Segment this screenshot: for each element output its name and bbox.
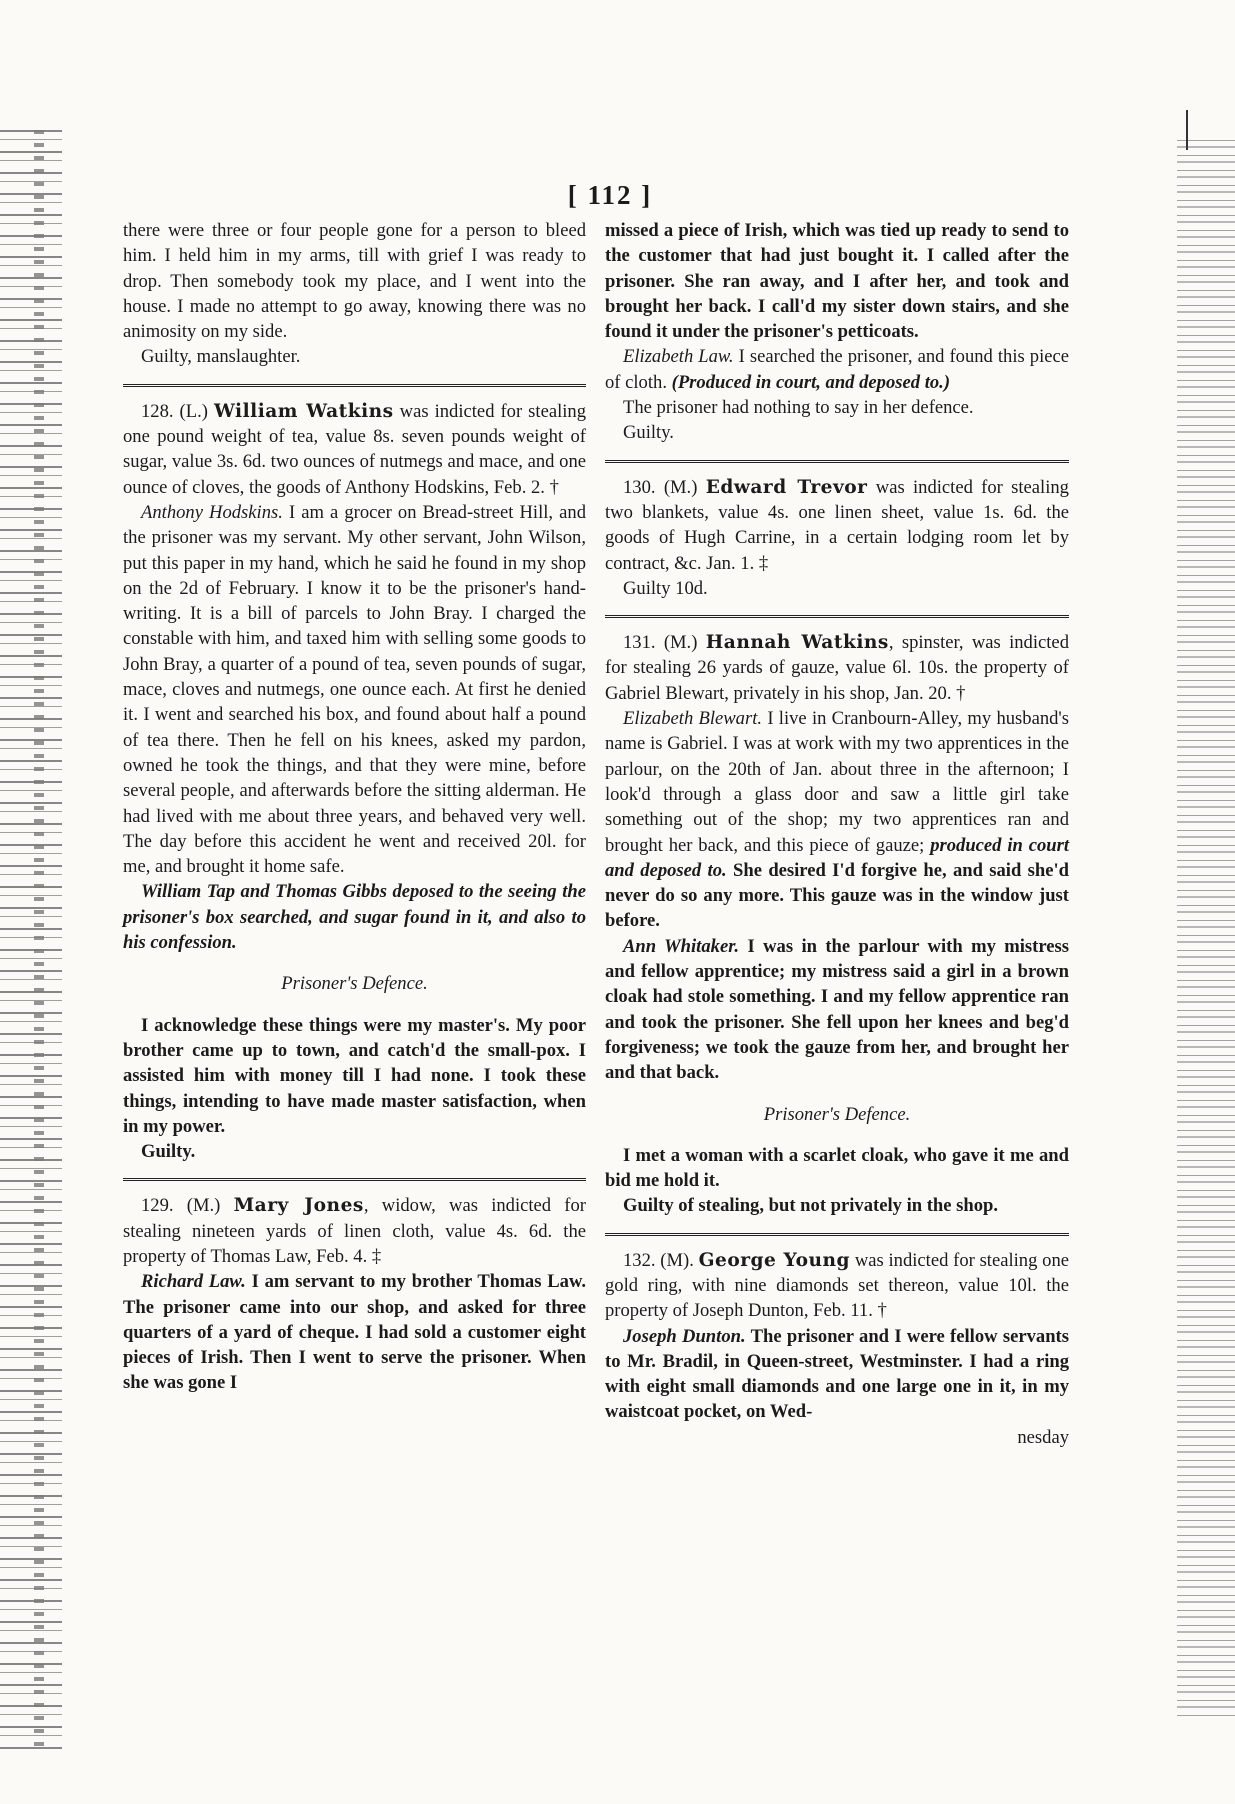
testimony-text: I am servant to my brother Thomas Law. The prisoner came into our shop, and asked for three quarters of a yard of cheque. I had sold a customer eight pieces of Irish. Then I went to serve the prisoner. When she was gone I [123, 1271, 586, 1394]
case-127-verdict: Guilty, manslaughter. [141, 346, 301, 368]
witness-name: Joseph Dunton. [623, 1325, 746, 1347]
case-129-entry [123, 1193, 586, 1269]
testimony-text: She desired I'd forgive he, and said she'd never do so any more. This gauze was in the window just before. [605, 859, 1069, 932]
witness-name: Ann Whitaker. [623, 935, 740, 957]
case-128-defence-heading: Prisoner's Defence. [281, 973, 428, 995]
produced-note: produced in court and deposed to. [605, 834, 1070, 881]
case-128-testimony [123, 500, 586, 879]
testimony-text: I was in the parlour with my mistress and fellow apprentice; my mistress said a girl in a brown cloak had stole something. I and my fellow apprentice ran and took the prisoner. She fell upon her knees and beg'd forgiveness; we took the gauze from her, and brought her and that back. [605, 935, 1069, 1084]
case-131-defence: I met a woman with a scarlet cloak, who gave it me and bid me hold it. [605, 1144, 1069, 1192]
case-127-body: there were three or four people gone for a person to bleed him. I held him in my arms, till with grief I was ready to drop. Then somebody took my place, and I went into the house. I made no attempt to go away, knowing there was no animosity on my side. [123, 220, 586, 343]
case-132-charge: was indicted for stealing one gold ring, with nine diamonds set thereon, value 10l. the property of Joseph Dunton, Feb. 11. † [605, 1249, 1069, 1322]
testimony-text: The prisoner and I were fellow servants to Mr. Bradil, in Queen-street, Westminster. I had a ring with eight small diamonds and one large one in it, in my waistcoat pocket, on Wed- [605, 1325, 1069, 1423]
case-128-defence: I acknowledge these things were my master's. My poor brother came up to town, and catch'd the small-pox. I assisted him with money till I had none. I took these things, intending to have made master satisfaction, when in my power. [123, 1014, 586, 1137]
case-131-number: 131. (M.) [623, 632, 698, 654]
produced-note: (Produced in court, and deposed to.) [671, 371, 951, 393]
right-column [605, 218, 1069, 1450]
left-column [123, 218, 586, 1396]
case-129-testimony-2 [605, 344, 1069, 395]
case-divider [605, 1233, 1069, 1236]
witness-name: Anthony Hodskins. [141, 501, 283, 523]
corner-mark [1186, 110, 1188, 150]
case-129-testimony [123, 1269, 586, 1395]
witness-name: Richard Law. [141, 1271, 246, 1293]
case-130-charge: was indicted for stealing two blankets, value 4s. one linen sheet, value 1s. 6d. the goods of Hugh Carrine, in a certain lodging room let by contract, &c. Jan. 1. ‡ [605, 476, 1069, 574]
case-129-continued: missed a piece of Irish, which was tied up ready to send to the customer that had just bought it. I called after the prisoner. She ran away, and I after her, and took and brought her back. I call'd my sister down stairs, and she found it under the prisoner's petticoats. [605, 220, 1069, 343]
right-scan-edge [1177, 140, 1235, 1720]
witness-name: Elizabeth Law. [623, 346, 734, 368]
case-131-testimony-2 [605, 934, 1069, 1086]
testimony-text: I am a grocer on Bread-street Hill, and the prisoner was my servant. My other servant, John Wilson, put this paper in my hand, which he said he found in my shop on the 2d of February. I know it to be the prisoner's hand-writing. It is a bill of parcels to John Bray. I charged the constable with him, and taxed him with selling some goods to John Bray, a quarter of a pound of tea, seven pounds of sugar, mace, cloves and nutmegs, one ounce each. At first he denied it. I went and searched his box, and found about half a pound of tea there. Then he fell on his knees, asked my pardon, owned he took the things, and that they were mine, before several people, and afterwards before the sitting alderman. He had lived with me about three years, and behaved very well. The day before this accident he went and received 20l. for me, and brought it home safe. [123, 501, 586, 878]
case-divider [605, 615, 1069, 618]
left-scan-edge [0, 130, 62, 1750]
case-128-number: 128. (L.) [141, 400, 208, 422]
case-divider [123, 1178, 586, 1181]
case-130-number: 130. (M.) [623, 476, 698, 498]
case-130-defendant: Edward Trevor [705, 476, 868, 498]
catchword: nesday [1017, 1426, 1069, 1448]
case-128-charge: was indicted for stealing one pound weight of tea, value 8s. seven pounds weight of sugar, value 3s. 6d. two ounces of nutmegs and mace, and one ounce of cloves, the goods of Anthony Hodskins, Feb. 2. † [123, 400, 587, 498]
case-128-deposed: William Tap and Thomas Gibbs deposed to the seeing the prisoner's box searched, and sugar found in it, and also to his confession. [123, 881, 586, 954]
case-131-defendant: Hannah Watkins [705, 632, 889, 654]
case-129-charge: , widow, was indicted for stealing nineteen yards of linen cloth, value 4s. 6d. the property of Thomas Law, Feb. 4. ‡ [123, 1195, 586, 1267]
case-128-entry [123, 399, 586, 500]
case-132-entry [605, 1248, 1069, 1324]
case-131-charge: , spinster, was indicted for stealing 26 yards of gauze, value 6l. 10s. the property of Gabriel Blewart, privately in his shop, Jan. 20. † [605, 632, 1069, 704]
case-129-verdict: Guilty. [623, 422, 674, 444]
case-131-defence-heading: Prisoner's Defence. [763, 1103, 911, 1125]
case-divider [123, 384, 586, 387]
case-132-testimony [605, 1324, 1069, 1425]
case-128-defendant: William Watkins [213, 400, 394, 422]
case-130-entry [605, 475, 1069, 576]
testimony-text: I searched the prisoner, and found this piece of cloth. [605, 346, 1069, 393]
case-131-testimony [605, 706, 1069, 934]
case-divider [605, 460, 1069, 463]
case-129-defence: The prisoner had nothing to say in her defence. [623, 397, 974, 419]
case-132-number: 132. (M). [623, 1249, 694, 1271]
case-130-verdict: Guilty 10d. [623, 577, 708, 599]
case-129-number: 129. (M.) [141, 1195, 221, 1217]
case-131-verdict: Guilty of stealing, but not privately in the shop. [623, 1195, 999, 1217]
witness-name: Elizabeth Blewart. [623, 708, 763, 730]
page-number: [ 112 ] [567, 180, 653, 210]
case-131-entry [605, 630, 1069, 706]
case-128-verdict: Guilty. [141, 1141, 196, 1163]
case-132-defendant: George Young [698, 1249, 851, 1271]
case-129-defendant: Mary Jones [233, 1195, 364, 1217]
testimony-text: I live in Cranbourn-Alley, my husband's name is Gabriel. I was at work with my two apprentices in the parlour, on the 20th of Jan. about three in the afternoon; I look'd through a glass door and saw a little girl take something out of the shop; my two apprentices ran and brought her back, and this piece of gauze; [605, 708, 1070, 856]
